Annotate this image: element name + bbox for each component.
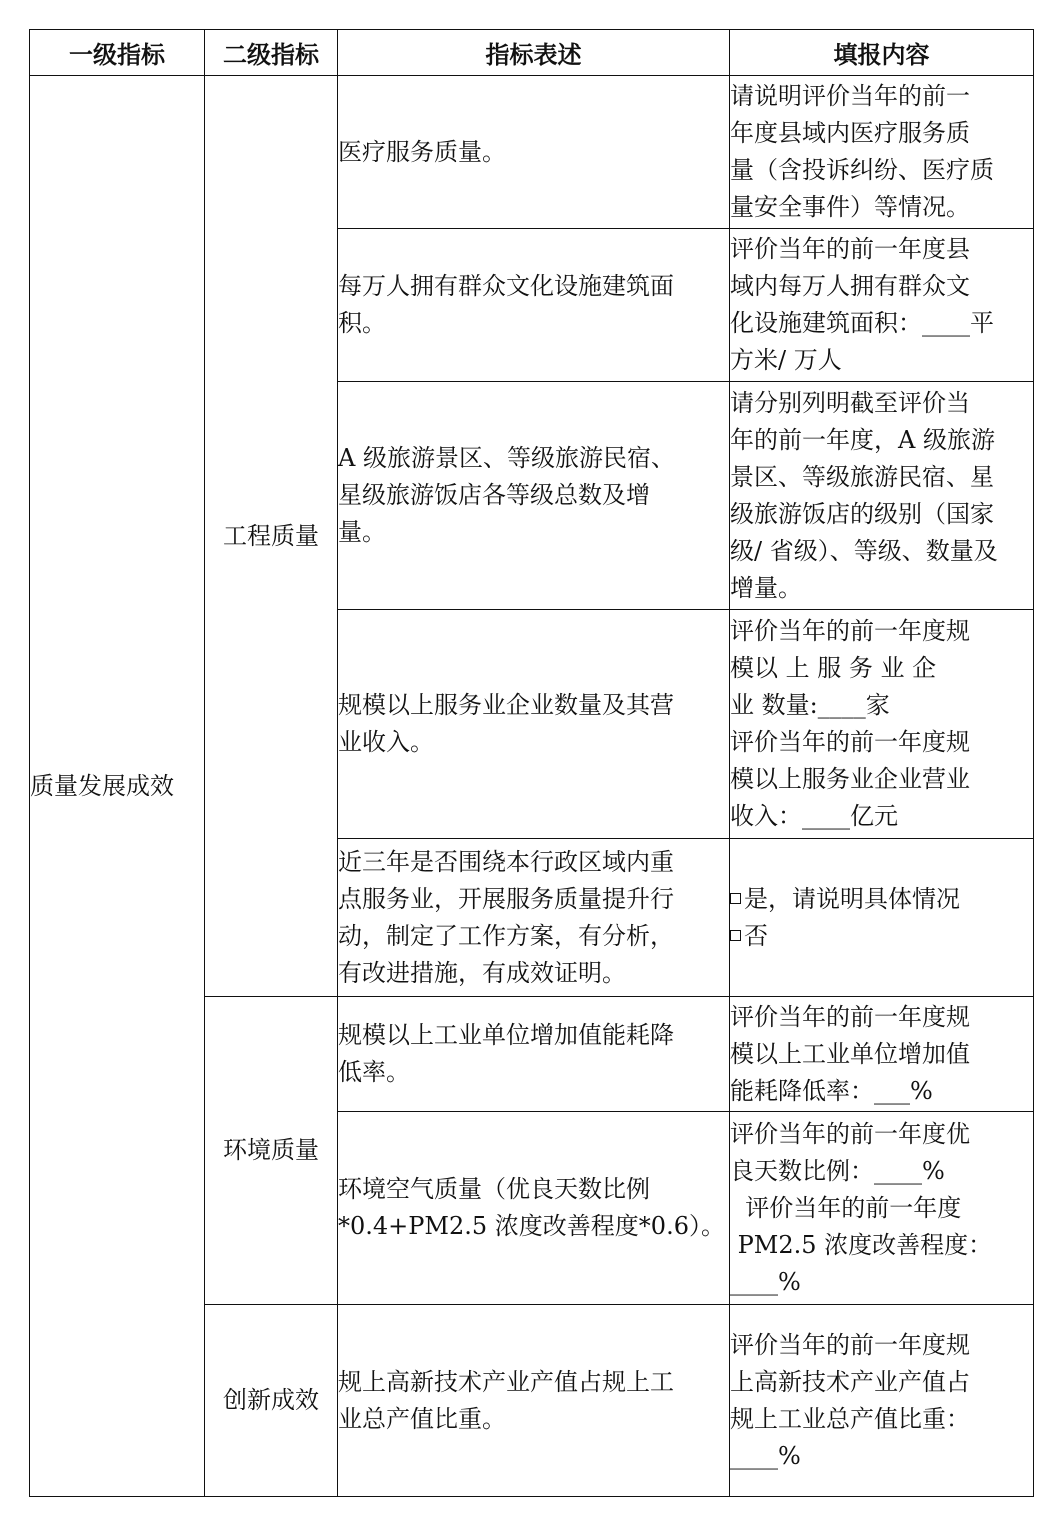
description-line: 业总产值比重。 (338, 1404, 506, 1433)
level2-label: 环境质量 (223, 1136, 319, 1164)
fill-line: 量安全事件）等情况。 (730, 193, 970, 221)
fill-line: 评价当年的前一年度优 (730, 1119, 970, 1148)
fill-cell (730, 76, 1034, 229)
description-line: *0.4+PM2.5 浓度改善程度*0.6）。 (338, 1212, 725, 1240)
fill-line: 化设施建筑面积：____平 (730, 309, 994, 337)
description-line: 环境空气质量（优良天数比例 (338, 1175, 650, 1203)
description-line: A 级旅游景区、等级旅游民宿、 (338, 444, 675, 472)
level1-label: 质量发展成效 (30, 771, 174, 800)
checkbox-option[interactable] (730, 918, 1033, 955)
header-row (30, 30, 1034, 76)
description-cell (338, 382, 730, 610)
fill-line: 良天数比例：____% (730, 1156, 945, 1185)
fill-line: 评价当年的前一年度规 (730, 1330, 970, 1359)
description-line: 星级旅游饭店各等级总数及增 (338, 481, 650, 509)
indicator-table (29, 29, 1034, 1497)
description-line: 点服务业，开展服务质量提升行 (338, 884, 674, 913)
description-cell (338, 1305, 730, 1497)
level1-cell (30, 76, 205, 1497)
header-description: 指标表述 (338, 30, 730, 76)
fill-line: 量（含投诉纠纷、医疗质 (730, 156, 994, 184)
fill-line: 评价当年的前一年度规 (730, 617, 970, 645)
level2-label: 工程质量 (223, 521, 319, 550)
level2-cell (205, 76, 338, 997)
description-line: 积。 (338, 309, 386, 337)
fill-line: ____% (730, 1267, 801, 1296)
fill-line: 模以上服务业企业营业 (730, 765, 970, 793)
fill-line: 评价当年的前一年度 (730, 1193, 962, 1222)
description-line: 动，制定了工作方案，有分析， (338, 921, 674, 950)
header-level2: 二级指标 (205, 30, 338, 76)
description-cell (338, 839, 730, 997)
description-line: 每万人拥有群众文化设施建筑面 (338, 272, 674, 300)
fill-line: 景区、等级旅游民宿、星 (730, 462, 994, 491)
fill-cell (730, 610, 1034, 839)
level2-cell (205, 997, 338, 1305)
fill-line: 评价当年的前一年度规 (730, 728, 970, 756)
fill-line: 域内每万人拥有群众文 (730, 272, 970, 300)
fill-cell (730, 1305, 1034, 1497)
checkbox-option[interactable] (730, 881, 1033, 918)
description-line: 医疗服务质量。 (338, 137, 506, 166)
description-line: 低率。 (338, 1058, 410, 1086)
description-line: 有改进措施，有成效证明。 (338, 958, 626, 987)
description-line: 规上高新技术产业产值占规上工 (338, 1367, 674, 1396)
fill-line: 请说明评价当年的前一 (730, 82, 970, 110)
description-line: 量。 (338, 518, 386, 546)
checkbox-icon[interactable] (730, 930, 741, 941)
fill-line: PM2.5 浓度改善程度： (730, 1230, 993, 1259)
fill-cell (730, 382, 1034, 610)
fill-cell (730, 997, 1034, 1112)
fill-line: 级旅游饭店的级别（国家 (730, 499, 994, 528)
fill-line: 规上工业总产值比重： (730, 1404, 970, 1433)
fill-cell (730, 1112, 1034, 1305)
fill-line: 年的前一年度，A 级旅游 (730, 425, 995, 454)
fill-line: 级/ 省级）、等级、数量及 (730, 536, 998, 565)
fill-line: 年度县域内医疗服务质 (730, 119, 970, 147)
fill-line: 评价当年的前一年度规 (730, 1002, 970, 1031)
description-line: 规模以上工业单位增加值能耗降 (338, 1021, 674, 1049)
fill-line: 能耗降低率：___% (730, 1076, 933, 1105)
table-row (30, 76, 1034, 229)
checkbox-label: 否 (744, 921, 768, 950)
fill-line: 业 数量:____家 (730, 691, 890, 719)
description-cell (338, 997, 730, 1112)
description-line: 规模以上服务业企业数量及其营 (338, 691, 674, 719)
fill-line: 请分别列明截至评价当 (730, 388, 970, 417)
fill-line: 收入：____亿元 (730, 802, 898, 830)
description-cell (338, 610, 730, 839)
fill-line: 评价当年的前一年度县 (730, 235, 970, 263)
fill-line: 增量。 (730, 573, 802, 602)
fill-line: 模以上工业单位增加值 (730, 1039, 970, 1068)
fill-line: ____% (730, 1441, 801, 1470)
level2-label: 创新成效 (223, 1386, 319, 1414)
description-cell (338, 76, 730, 229)
fill-line: 模以 上 服 务 业 企 (730, 654, 937, 682)
fill-cell (730, 839, 1034, 997)
fill-line: 方米/ 万人 (730, 346, 842, 374)
checkbox-icon[interactable] (730, 893, 741, 904)
fill-cell (730, 229, 1034, 382)
description-line: 业收入。 (338, 728, 434, 756)
header-level1: 一级指标 (30, 30, 205, 76)
checkbox-label: 是，请说明具体情况 (744, 884, 960, 913)
description-cell (338, 229, 730, 382)
fill-line: 上高新技术产业产值占 (730, 1367, 970, 1396)
level2-cell (205, 1305, 338, 1497)
description-line: 近三年是否围绕本行政区域内重 (338, 847, 674, 876)
description-cell (338, 1112, 730, 1305)
header-fill-content: 填报内容 (730, 30, 1034, 76)
